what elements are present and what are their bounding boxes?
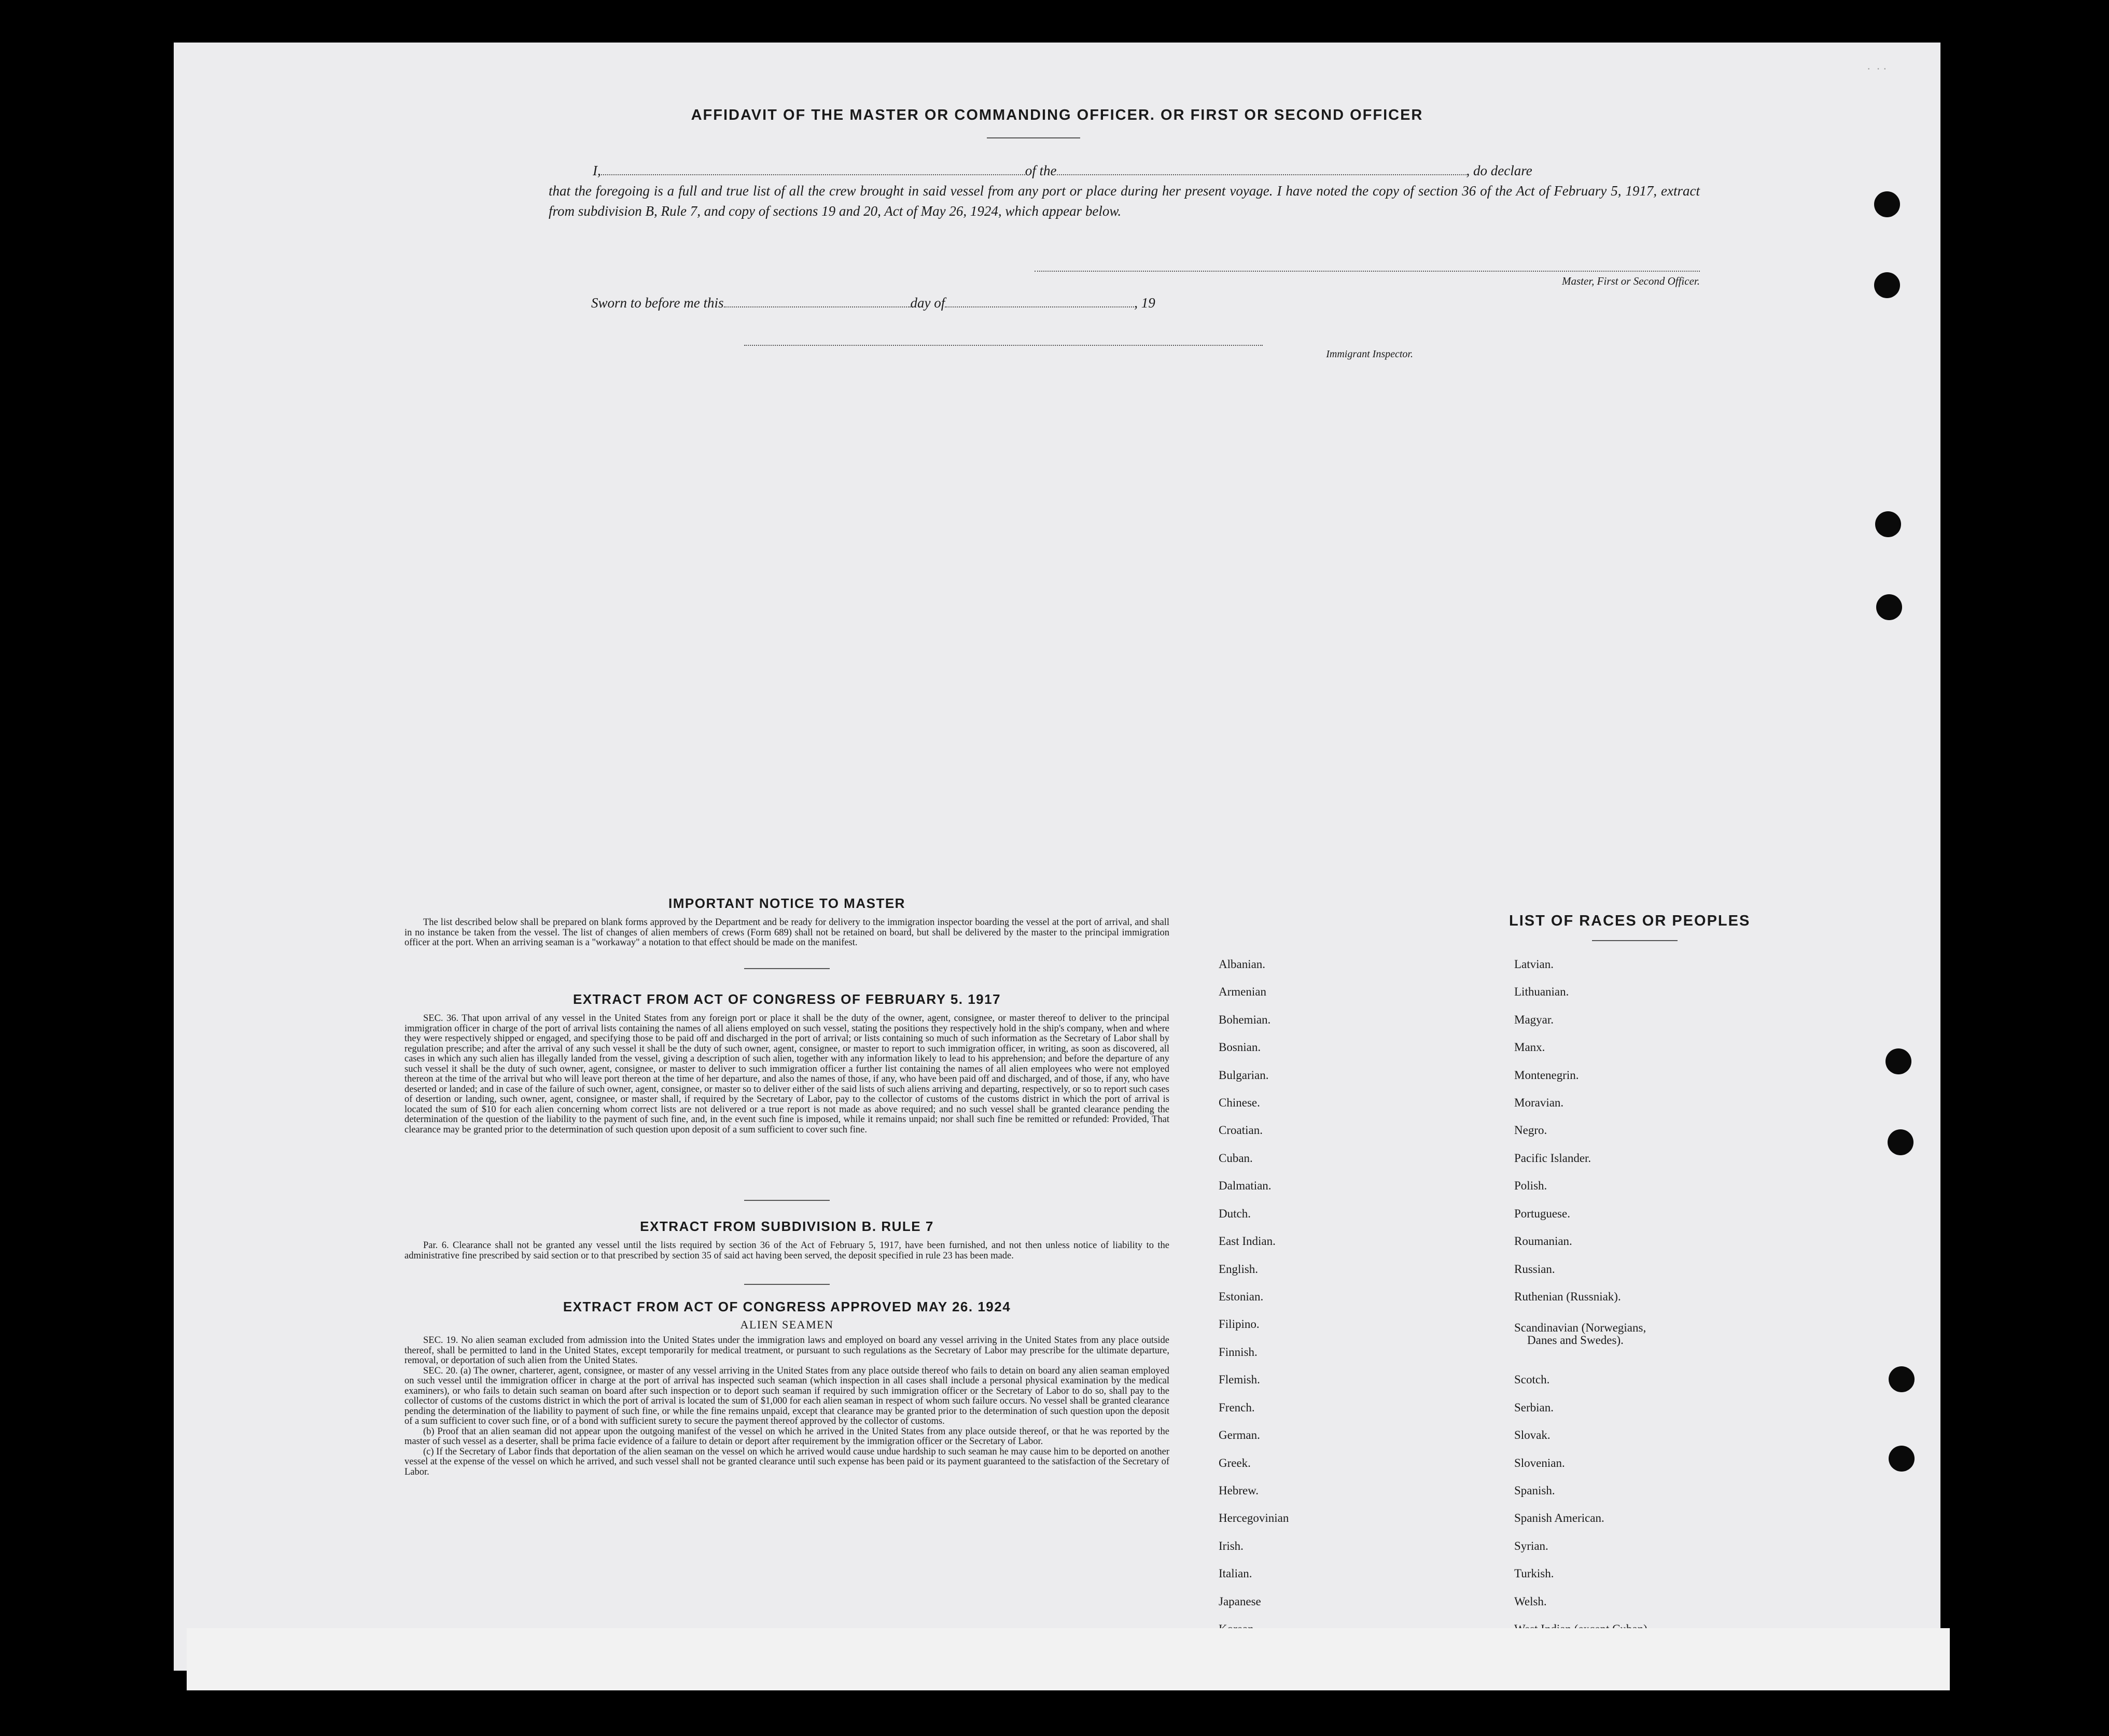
- race-item: Negro.: [1514, 1124, 1547, 1137]
- race-item: Armenian: [1219, 985, 1266, 998]
- race-item: Turkish.: [1514, 1567, 1554, 1580]
- race-item: Slovak.: [1514, 1429, 1551, 1441]
- race-item: East Indian.: [1219, 1235, 1276, 1248]
- sec-20c-text: (c) If the Secretary of Labor finds that deportation of the alien seaman on the vessel on which he arrived would cause undue hardship to such seaman he may cause him to be deported on another vessel at the expense of the vessel on which he arrived, and such vessel shall not be granted clearance until such expense has been paid or its payment guaranteed to the satisfaction of the Secretary of Labor.: [404, 1446, 1169, 1477]
- notice-text: The list described below shall be prepared on blank forms approved by the Department and be ready for delivery to the immigration inspector boarding the vessel at the port of arrival, and shall in no instance be taken from the vessel. The list of changes of alien members of crews (Form 689) shall not be retained on board, but shall be delivered by the master to the principal immigration officer at the port. When an arriving seaman is a "workaway" a notation to that effect should be made on the manifest.: [404, 917, 1169, 948]
- extract-1917-text: SEC. 36. That upon arrival of any vessel in the United States from any foreign port or place it shall be the duty of the owner, agent, consignee, or master thereof to deliver to the principal immigration officer in charge of the port of arrival lists containing the names of all aliens employed on such vessel, stating the positions they respectively hold in the ship's company, when and where they were respectively shipped or engaged, and specifying those to be paid off and discharged in the port of arrival; or lists containing so much of such information as the Secretary of Labor shall by regulation prescribe; and after the arrival of any such vessel it shall be the duty of such owner, agent, consignee, or master to report to such immigration officer, in writing, as soon as discovered, all cases in which any such alien has illegally landed from the vessel, giving a description of such alien, together with any information likely to lead to his apprehension; and before the departure of any such vessel it shall be the duty of such owner, agent, consignee, or master to deliver to such immigration officer a further list containing the names of all alien employees who were not employed thereon at the time of the arrival but who will leave port thereon at the time of her departure, and also the names of those, if any, who have been paid off and discharged, and of those, if any, who have deserted or landed; and in case of the failure of such owner, agent, consignee, or master so to deliver either of the said lists of such aliens arriving and departing, respectively, or so to report such cases of desertion or landing, such owner, agent, consignee, or master shall, if required by the Secretary of Labor, pay to the collector of customs of the customs district in which the port of arrival is located the sum of $10 for each alien concerning whom correct lists are not delivered or a true report is not made as above required; and no such vessel shall be granted clearance pending the determination of the question of the liability to the payment of such fine, and, in the event such fine is imposed, while it remains unpaid; nor shall such fine be remitted or refunded: Provided, That clearance may be granted prior to the determination of such question upon deposit of a sum sufficient to cover such fine.: [404, 1013, 1170, 1135]
- form-page: [174, 43, 1940, 1671]
- divider: [744, 1284, 830, 1285]
- punch-hole: [1889, 1446, 1915, 1472]
- extract-1917: [404, 991, 1169, 1135]
- race-item: Dalmatian.: [1219, 1179, 1272, 1192]
- race-item: Manx.: [1514, 1041, 1545, 1054]
- master-signature-line[interactable]: [1035, 271, 1700, 272]
- affidavit-body: that the foregoing is a full and true list of all the crew brought in said vessel from any port or place during her present voyage. I have noted the copy of section 36 of the Act of February 5, 1917, extract from subdivision B, Rule 7, and copy of sections 19 and 20, Act of May 26, 1924, which appear below.: [549, 183, 1700, 219]
- race-item: Lithuanian.: [1514, 985, 1569, 998]
- race-item: Japanese: [1219, 1595, 1261, 1608]
- race-item: Croatian.: [1219, 1124, 1263, 1137]
- day-of-label: day of: [910, 295, 945, 311]
- extract-rule-7: [404, 1219, 1169, 1261]
- affidavit-of-the-label: of the: [1025, 163, 1057, 178]
- extract-1924-text: [404, 1336, 1169, 1477]
- punch-hole: [1888, 1129, 1914, 1155]
- divider: [744, 968, 830, 969]
- race-item: Ruthenian (Russniak).: [1514, 1290, 1621, 1303]
- race-item: Albanian.: [1219, 958, 1266, 971]
- race-item: Moravian.: [1514, 1096, 1564, 1109]
- race-item: English.: [1219, 1263, 1259, 1276]
- extract-rule7-title: EXTRACT FROM SUBDIVISION B. RULE 7: [640, 1219, 934, 1234]
- race-item: Russian.: [1514, 1263, 1555, 1276]
- sworn-label: Sworn to before me this: [591, 295, 724, 311]
- name-field[interactable]: [601, 174, 1025, 175]
- sworn-statement: [591, 295, 1155, 311]
- notice-title: IMPORTANT NOTICE TO MASTER: [668, 895, 905, 911]
- punch-hole: [1889, 1366, 1915, 1392]
- races-list-title: LIST OF RACES OR PEOPLES: [1509, 913, 1751, 929]
- race-item: Bosnian.: [1219, 1041, 1261, 1054]
- race-item: Spanish.: [1514, 1484, 1555, 1497]
- race-item: Greek.: [1219, 1457, 1251, 1469]
- race-item: Scotch.: [1514, 1373, 1550, 1386]
- affidavit-declare-label: , do declare: [1466, 163, 1532, 178]
- race-item: Spanish American.: [1514, 1511, 1604, 1524]
- race-item: Irish.: [1219, 1539, 1244, 1552]
- divider: [1592, 940, 1678, 941]
- extract-rule7-text: Par. 6. Clearance shall not be granted any vessel until the lists required by section 36 of the Act of February 5, 1917, have been furnished, and not then unless notice of liability to the administrative fine prescribed by said section or to that prescribed by section 35 of said act having been served, the deposit specified in rule 23 has been made.: [404, 1240, 1169, 1261]
- race-item: Filipino.: [1219, 1318, 1260, 1331]
- extract-1924: [404, 1299, 1169, 1477]
- alien-seamen-heading: ALIEN SEAMEN: [740, 1318, 834, 1331]
- race-item: Pacific Islander.: [1514, 1152, 1591, 1165]
- scan-specks: · · ·: [1867, 62, 1887, 75]
- race-item: Montenegrin.: [1514, 1069, 1579, 1082]
- race-item: Bulgarian.: [1219, 1069, 1269, 1082]
- divider: [744, 1200, 830, 1201]
- race-item: Hebrew.: [1219, 1484, 1259, 1497]
- affidavit-i-label: I,: [593, 163, 601, 178]
- race-item: Slovenian.: [1514, 1457, 1565, 1469]
- race-item: Danes and Swedes).: [1527, 1334, 1624, 1347]
- race-item: Syrian.: [1514, 1539, 1548, 1552]
- race-item: Flemish.: [1219, 1373, 1260, 1386]
- race-item: Finnish.: [1219, 1346, 1258, 1359]
- extract-1917-title: EXTRACT FROM ACT OF CONGRESS OF FEBRUARY 5. 1917: [572, 991, 1001, 1007]
- race-item: Chinese.: [1219, 1096, 1260, 1109]
- punch-hole: [1875, 511, 1901, 537]
- year-label: , 19: [1134, 295, 1155, 311]
- vessel-field[interactable]: [1057, 174, 1466, 175]
- race-item: Cuban.: [1219, 1152, 1253, 1165]
- race-item: Welsh.: [1514, 1595, 1547, 1608]
- sec-20b-text: (b) Proof that an alien seaman did not appear upon the outgoing manifest of the vessel on which he arrived in the United States from any place outside thereof, or that he was reported by the master of such vessel as a deserter, shall be prima facie evidence of a failure to detain or deport after requirement by the immigration officer or the Secretary of Labor.: [404, 1426, 1169, 1447]
- race-item: French.: [1219, 1401, 1255, 1414]
- divider: [987, 137, 1080, 138]
- scan-background-strip: [187, 1628, 1950, 1690]
- sec-19-text: SEC. 19. No alien seaman excluded from admission into the United States under the immigration laws and employed on board any vessel arriving in the United States from any place outside thereof, shall be permitted to land in the United States, except temporarily for medical treatment, or pursuant to such regulations as the Secretary of Labor may prescribe for the ultimate departure, removal, or deportation of such alien from the United States.: [404, 1335, 1169, 1366]
- sworn-date-field[interactable]: [724, 306, 911, 307]
- race-item: Polish.: [1514, 1179, 1547, 1192]
- race-item: Italian.: [1219, 1567, 1252, 1580]
- affidavit-statement: [549, 161, 1700, 221]
- master-caption: Master, First or Second Officer.: [1562, 275, 1700, 287]
- extract-1924-title: EXTRACT FROM ACT OF CONGRESS APPROVED MAY 26. 1924: [563, 1299, 1011, 1314]
- sworn-month-field[interactable]: [945, 306, 1134, 307]
- inspector-signature-line[interactable]: [744, 345, 1263, 346]
- inspector-caption: Immigrant Inspector.: [1326, 348, 1413, 360]
- race-item: Estonian.: [1219, 1290, 1264, 1303]
- punch-hole: [1874, 191, 1900, 217]
- affidavit-title: AFFIDAVIT OF THE MASTER OR COMMANDING OFFICER. OR FIRST OR SECOND OFFICER: [691, 107, 1423, 123]
- race-item: Hercegovinian: [1219, 1511, 1289, 1524]
- race-item: Scandinavian (Norwegians,: [1514, 1321, 1646, 1334]
- race-item: German.: [1219, 1429, 1260, 1441]
- race-item: Bohemian.: [1219, 1013, 1271, 1026]
- punch-hole: [1874, 272, 1900, 298]
- sec-20a-text: SEC. 20. (a) The owner, charterer, agent, consignee, or master of any vessel arriving in the United States from any place outside thereof who fails to detain on board any alien seaman employed on such vessel until the immigration officer in charge at the port of arrival has inspected such seaman (which inspection in all cases shall include a personal physical examination by the medical examiners), or who fails to detain such seaman on board after such inspection or to deport such seaman if required by such immigration officer or the Secretary of Labor to do so, shall pay to the collector of customs of the customs district in which the port of arrival is located the sum of $1,000 for each alien seaman in respect of whom such failure occurs. No vessel shall be granted clearance pending the determination of the liability to payment of such fine, or while the fine remains unpaid, except that clearance may be granted prior to the determination of such question upon the deposit of a sum sufficient to cover such fine, or of a bond with sufficient surety to secure the payment thereof approved by the collector of customs.: [404, 1365, 1169, 1426]
- race-item: Dutch.: [1219, 1207, 1251, 1220]
- race-item: Portuguese.: [1514, 1207, 1570, 1220]
- race-item: Serbian.: [1514, 1401, 1554, 1414]
- race-item: Roumanian.: [1514, 1235, 1572, 1248]
- race-item: Magyar.: [1514, 1013, 1554, 1026]
- important-notice: [404, 895, 1169, 948]
- punch-hole: [1876, 594, 1902, 620]
- punch-hole: [1885, 1048, 1911, 1074]
- race-item: Latvian.: [1514, 958, 1554, 971]
